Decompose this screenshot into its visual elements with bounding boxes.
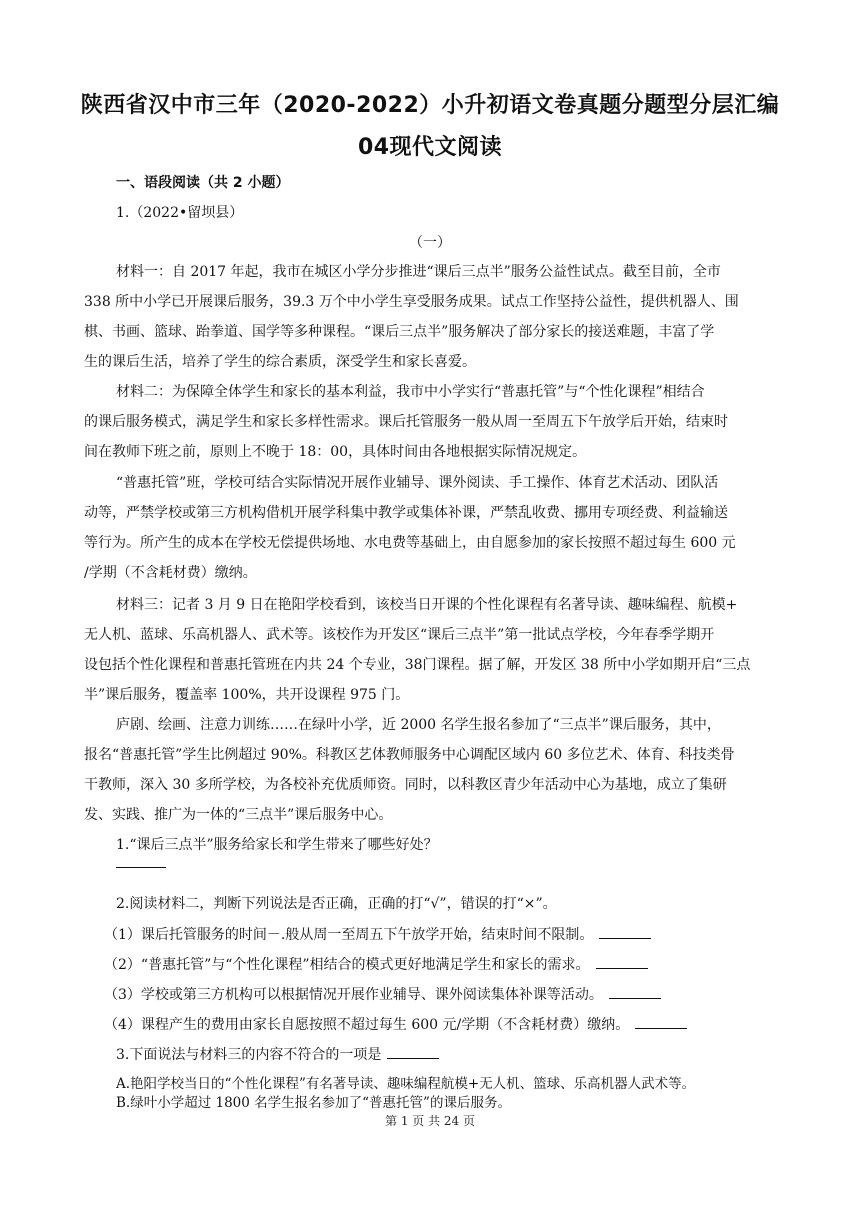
question-1: 1.“课后三点半”服务给家长和学生带来了哪些好处？ [116,837,438,853]
question-3 [116,1044,784,1065]
question-3-option-a: A.艳阳学校当日的“个性化课程”有名著导读、趣味编程航模+无人机、篮球、乐高机器人武术等。 [116,1076,696,1092]
question-source: 1.（2022•留坝县） [116,205,244,221]
question-2-item-text: （4）课程产生的费用由家长自愿按照不超过每生 600 元/学期（不含耗材费）缴纳。 [104,1017,630,1033]
paragraph-line: 棋、书画、篮球、跆拳道、国学等多种课程。“课后三点半”服务解决了部分家长的接送难题，丰富了学 [84,324,715,340]
question-2-item [104,984,784,1005]
document-title-line-1: 陕西省汉中市三年（2020-2022）小升初语文卷真题分题型分层汇编 [80,93,780,118]
answer-blank[interactable] [116,866,166,868]
paragraph-line: 材料三：记者 3 月 9 日在艳阳学校看到，该校当日开课的个性化课程有名著导读、趣味编程、航模+ [116,597,738,613]
question-2-item [104,954,784,975]
question-2-item [104,1014,784,1035]
question-2-item [104,924,784,945]
question-2: 2.阅读材料二，判断下列说法是否正确，正确的打“√”，错误的打“×”。 [116,896,557,912]
paragraph-line: 等行为。所产生的成本在学校无偿提供场地、水电费等基础上，由自愿参加的家长按照不超过每生 600 元 [84,535,736,551]
paragraph-line: 材料二：为保障全体学生和家长的基本利益，我市中小学实行“普惠托管”与“个性化课程”相结合 [116,384,705,400]
part-label: （一） [409,235,451,251]
paragraph-line: 动等，严禁学校或第三方机构借机开展学科集中教学或集体补课，严禁乱收费、挪用专项经费、利益输送 [84,505,728,521]
answer-blank[interactable] [387,1044,439,1059]
paragraph-line: 半”课后服务，覆盖率 100%，共开设课程 975 门。 [84,687,410,703]
answer-blank[interactable] [635,1014,687,1029]
answer-blank[interactable] [599,924,651,939]
paragraph-line: 发、实践、推广为一体的“三点半”课后服务中心。 [84,807,393,823]
document-title-line-2: 04现代文阅读 [357,135,503,160]
paragraph-line: 设包括个性化课程和普惠托管班在内共 24 个专业，38门课程。据了解，开发区 38 所中小学如期开启“三点 [84,657,751,673]
paragraph-line: 无人机、蓝球、乐高机器人、武术等。该校作为开发区“课后三点半”第一批试点学校，今年春季学期开 [84,627,715,643]
question-3-option-b: B.绿叶小学超过 1800 名学生报名参加了“普惠托管”的课后服务。 [116,1095,511,1111]
question-2-item-text: （3）学校或第三方机构可以根据情况开展作业辅导、课外阅读集体补课等活动。 [104,987,603,1003]
answer-blank[interactable] [596,954,648,969]
question-2-item-text: （2）“普惠托管”与“个性化课程”相结合的模式更好地满足学生和家长的需求。 [104,957,590,973]
section-heading: 一、语段阅读（共 2 小题） [116,175,290,191]
paragraph-line: 庐剧、绘画、注意力训练……在绿叶小学，近 2000 名学生报名参加了“三点半”课后服务，其中， [116,717,721,733]
paragraph-line: 干教师，深入 30 多所学校，为各校补充优质师资。同时，以科教区青少年活动中心为基地，成立了集研 [84,777,727,793]
paragraph-line: 的课后服务模式，满足学生和家长多样性需求。课后托管服务一般从周一至周五下午放学后开始，结束时 [84,414,728,430]
paragraph-line: “普惠托管”班，学校可结合实际情况开展作业辅导、课外阅读、手工操作、体育艺术活动、团队活 [116,475,719,491]
paragraph-line: 生的课后生活，培养了学生的综合素质，深受学生和家长喜爱。 [84,354,476,370]
paragraph-line: 材料一：自 2017 年起，我市在城区小学分步推进“课后三点半”服务公益性试点。截至目前，全市 [116,264,721,280]
question-2-item-text: （1）课后托管服务的时间－.般从周一至周五下午放学开始，结束时间不限制。 [104,927,594,943]
paragraph-line: 338 所中小学已开展课后服务，39.3 万个中小学生享受服务成果。试点工作坚持公益性，提供机器人、围 [84,294,739,310]
page-footer: 第 1 页 共 24 页 [385,1114,475,1128]
paragraph-line: /学期（不含耗材费）缴纳。 [84,565,257,581]
answer-blank[interactable] [609,984,661,999]
question-3-text: 3.下面说法与材料三的内容不符合的一项是 [116,1047,382,1063]
paragraph-line: 报名“普惠托管”学生比例超过 90%。科教区艺体教师服务中心调配区域内 60 多位艺术、体育、科技类骨 [84,747,735,763]
paragraph-line: 间在教师下班之前，原则上不晚于 18：00，具体时间由各地根据实际情况规定。 [84,444,587,460]
